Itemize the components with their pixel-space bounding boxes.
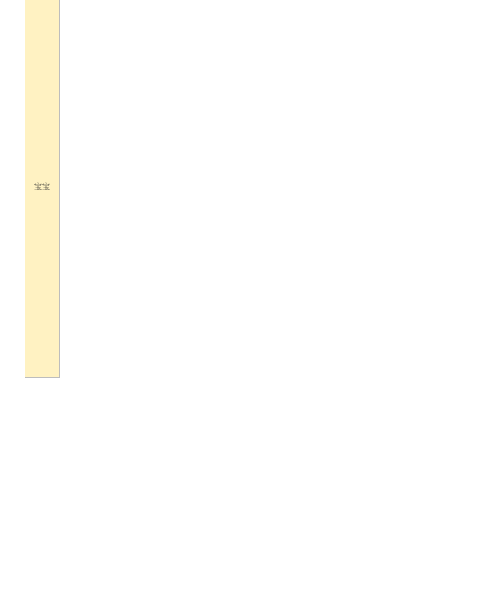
category-label: 宝宝 xyxy=(34,182,50,192)
category-cell[interactable] xyxy=(25,0,60,378)
